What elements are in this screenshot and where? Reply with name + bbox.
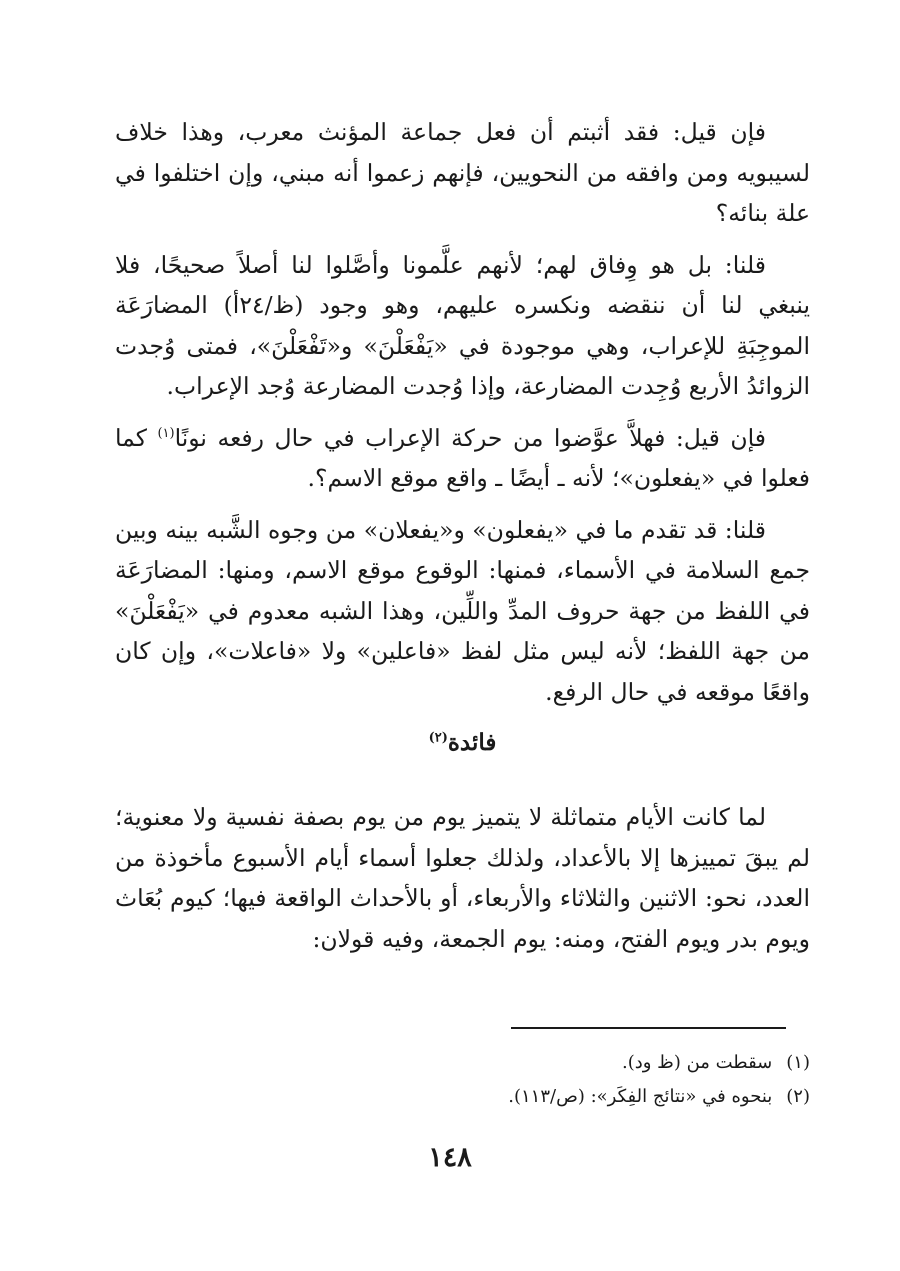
footnote-text: بنحوه في «نتائج الفِكَر»: (ص/١١٣). [508,1086,773,1107]
section-heading [115,723,810,763]
footnote-text: سقطت من (ظ ود). [622,1052,773,1073]
footnote-ref-1[interactable]: (١) [157,425,175,441]
paragraph-days: لما كانت الأيام متماثلة لا يتميز يوم من يوم بصفة نفسية ولا معنوية؛ لم يبقَ تمييزها إلا بالأعداد، ولذلك جعلوا أسماء أيام الأسبوع مأخوذة من العدد، نحو: الاثنين والثلاثاء والأربعاء، أو بالأحداث الواقعة فيها؛ كيوم بُعَاث ويوم بدر ويوم الفتح، ومنه: يوم الجمعة، وفيه قولان: [115,803,810,953]
paragraph-objection-2-rest: كما فعلوا في «يفعلون»؛ لأنه ـ أيضًا ـ واقع موقع الاسم؟. [115,423,810,492]
paragraph-reply-2: قلنا: قد تقدم ما في «يفعلون» و«يفعلان» من وجوه الشَّبه بينه وبين جمع السلامة في الأسماء، فمنها: الوقوع موقع الاسم، ومنها: المضارَعَة في اللفظ من جهة حروف المدِّ واللِّين، وهذا الشبه معدوم في «يَفْعَلْنَ» من جهة اللفظ؛ لأنه ليس مثل لفظ «فاعلين» ولا «فاعلات»، وإن كان واقعًا موقعه في حال الرفع. [115,515,810,706]
paragraph-reply-1: قلنا: بل هو وِفاق لهم؛ لأنهم علَّمونا وأصَّلوا لنا أصلاً صحيحًا، فلا ينبغي لنا أن ننقضه ونكسره عليهم، وهو وجود (ظ/٢٤أ) المضارَعَة الموجِبَةِ للإعراب، وهي موجودة في «يَفْعَلْنَ» و«تَفْعَلْنَ»، فمتى وُجدت الزوائدُ الأربع وُجِدت المضارعة، وإذا وُجدت المضارعة وُجد الإعراب. [115,250,811,400]
section-heading-text: فائدة [447,729,497,756]
footnote-1 [115,1046,810,1080]
footnotes [115,1046,810,1114]
footnote-2 [115,1080,810,1114]
page-number: ١٤٨ [428,1142,472,1173]
footnote-number: (٢) [786,1086,810,1107]
paragraph-objection-1: فإن قيل: فقد أثبتم أن فعل جماعة المؤنث معرب، وهذا خلاف لسيبويه ومن وافقه من النحويين، فإنهم زعموا أنه مبني، وإن اختلفوا في علة بنائه؟ [115,118,810,227]
footnote-ref-2[interactable]: (٢) [428,730,448,746]
main-text [115,112,810,970]
footnote-number: (١) [786,1052,810,1073]
paragraph-objection-2 [115,418,810,499]
footnote-separator [511,1027,786,1029]
paragraph-objection-2-text: فإن قيل: فهلاَّ عوَّضوا من حركة الإعراب في حال رفعه نونًا [174,423,767,452]
